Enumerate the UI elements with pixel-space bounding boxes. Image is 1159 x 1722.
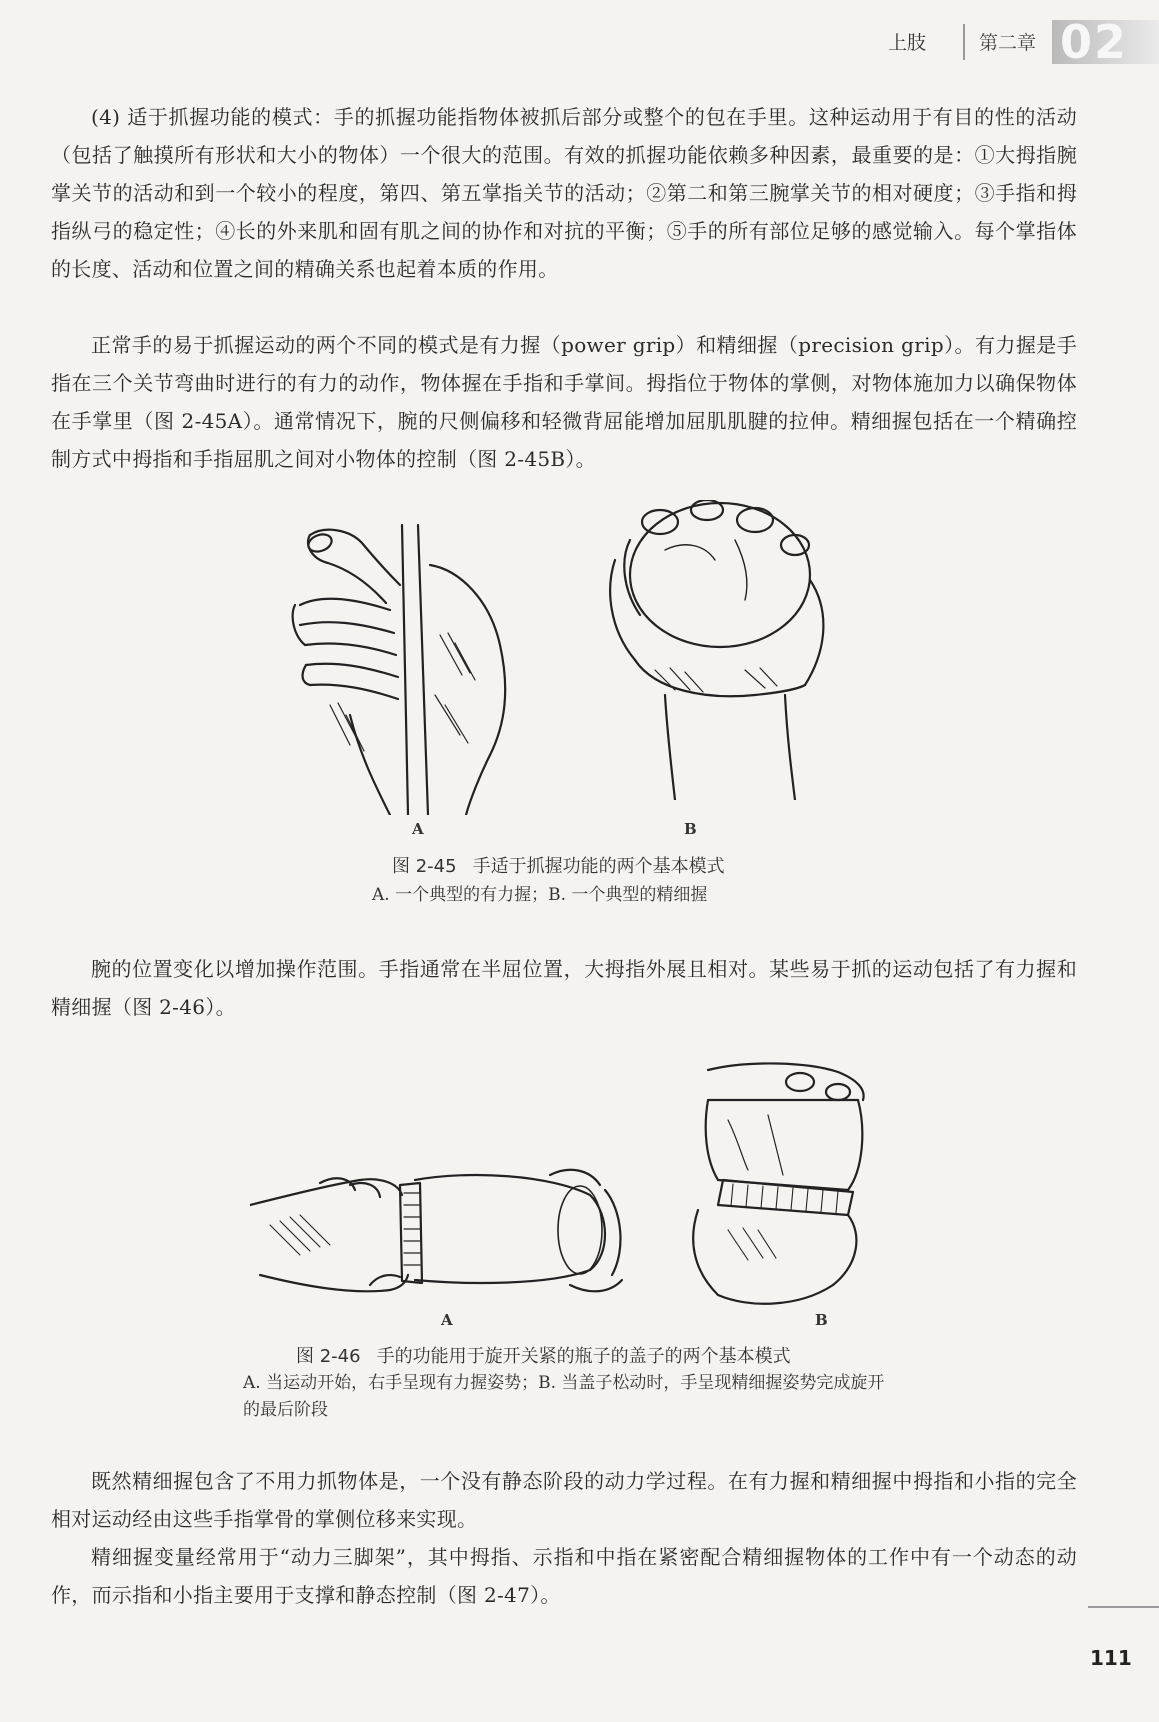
paragraph-power-precision: 正常手的易于抓握运动的两个不同的模式是有力握（power grip）和精细握（precision grip）。有力握是手指在三个关节弯曲时进行的有力的动作，物体握在手指和手掌间。拇指位于物体的掌侧，对物体施加力以确保物体在手掌里（图 2-45A）。通常情况下，腕的尺侧偏移和轻微背屈能增加屈肌肌腱的拉伸。精细握包括在一个精确控制方式中拇指和手指屈肌之间对小物体的控制（图 2-45B）。 (51, 333, 1077, 471)
figure-2-46-caption: A. 当运动开始，右手呈现有力握姿势；B. 当盖子松动时，手呈现精细握姿势完成旋开的最后阶段 (243, 1373, 885, 1420)
running-header (0, 0, 1159, 70)
chapter-title: 第二章 (979, 32, 1037, 54)
figure-2-45-label-b: B (684, 820, 697, 838)
figure-2-46-label-b: B (815, 1311, 828, 1329)
figure-2-45-caption-title (392, 852, 725, 878)
figure-2-45-illustration-b (595, 500, 845, 800)
figure-2-46-illustration-a (250, 1155, 630, 1305)
figure-2-45-title: 手适于抓握功能的两个基本模式 (472, 856, 725, 877)
figure-2-46-illustration-b (688, 1060, 888, 1310)
figure-2-45-label-a: A (412, 820, 424, 838)
page-number: 111 (1090, 1646, 1132, 1670)
figure-2-46-number: 图 2-46 (296, 1346, 361, 1367)
paragraph-grip-modes: (4) 适于抓握功能的模式：手的抓握功能指物体被抓后部分或整个的包在手里。这种运动用于有目的性的活动（包括了触摸所有形状和大小的物体）一个很大的范围。有效的抓握功能依赖多种因素，最重要的是：①大拇指腕掌关节的活动和到一个较小的程度，第四、第五掌指关节的活动；②第二和第三腕掌关节的相对硬度；③手指和拇指纵弓的稳定性；④长的外来肌和固有肌之间的协作和对抗的平衡；⑤手的所有部位足够的感觉输入。每个掌指体的长度、活动和位置之间的精确关系也起着本质的作用。 (51, 105, 1077, 281)
paragraph-dynamic-tripod: 精细握变量经常用于“动力三脚架”，其中拇指、示指和中指在紧密配合精细握物体的工作中有一个动态的动作，而示指和小指主要用于支撑和静态控制（图 2-47）。 (51, 1545, 1077, 1607)
paragraph-precision-dynamics: 既然精细握包含了不用力抓物体是，一个没有静态阶段的动力学过程。在有力握和精细握中拇指和小指的完全相对运动经由这些手指掌骨的掌侧位移来实现。 (51, 1469, 1077, 1531)
chapter-number-badge: 02 (1052, 20, 1159, 64)
figure-2-45-illustration-a (290, 515, 520, 815)
section-title: 上肢 (888, 32, 927, 54)
figure-2-45-caption: A. 一个典型的有力握；B. 一个典型的精细握 (372, 885, 708, 905)
header-divider (963, 24, 965, 60)
figure-2-45-number: 图 2-45 (392, 856, 457, 877)
paragraph-wrist-position: 腕的位置变化以增加操作范围。手指通常在半屈位置，大拇指外展且相对。某些易于抓的运动包括了有力握和精细握（图 2-46）。 (51, 957, 1077, 1019)
footer-rule (1088, 1606, 1159, 1608)
figure-2-46-caption-title (296, 1342, 791, 1368)
figure-2-46-title: 手的功能用于旋开关紧的瓶子的盖子的两个基本模式 (376, 1346, 791, 1367)
figure-2-46-label-a: A (441, 1311, 453, 1329)
